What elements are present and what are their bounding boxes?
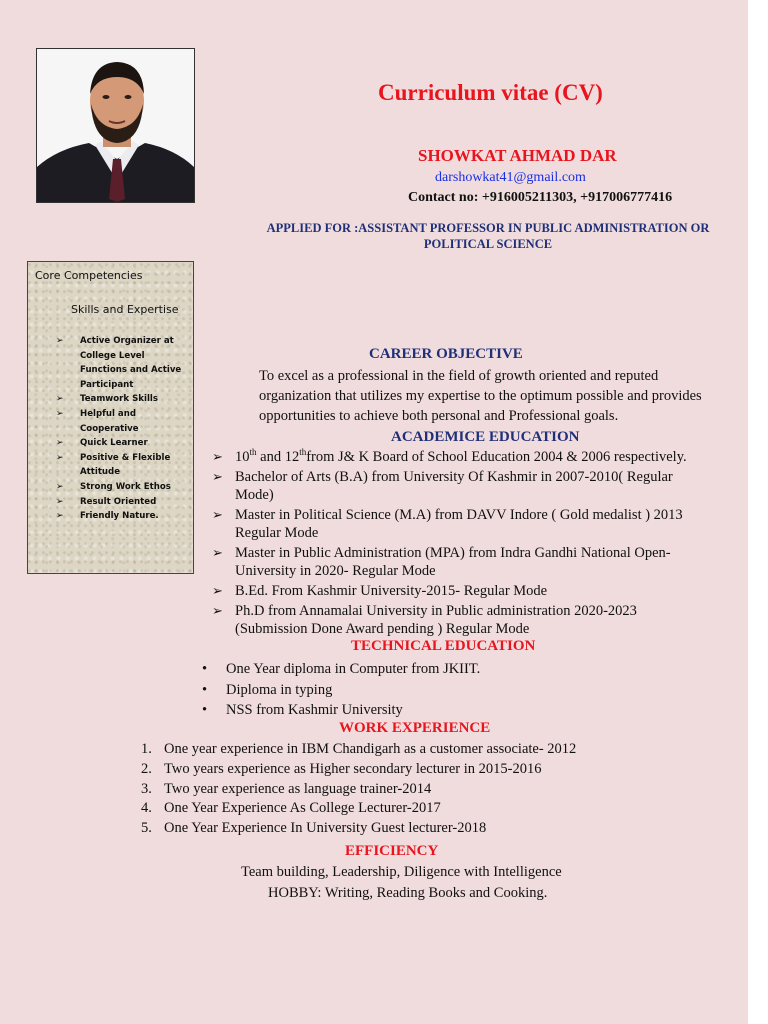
efficiency-heading: EFFICIENCY: [345, 843, 439, 859]
list-item: ➢ Result Oriented: [56, 495, 191, 510]
list-item: • Diploma in typing: [202, 680, 602, 701]
candidate-name: SHOWKAT AHMAD DAR: [418, 146, 617, 165]
list-item: 1. One year experience in IBM Chandigarh as a customer associate- 2012: [141, 741, 577, 757]
list-item: ➢ Positive & Flexible Attitude: [56, 452, 171, 478]
person-portrait-icon: [37, 49, 194, 202]
core-competencies-box: [27, 261, 194, 574]
list-item: 2. Two years experience as Higher secondary lecturer in 2015-2016: [141, 760, 542, 777]
list-item: ➢ Active Organizer at College Level Functions and Active Participant: [56, 336, 182, 390]
list-item: • NSS from Kashmir University: [202, 700, 602, 721]
arrow-bullet-icon: ➢: [56, 452, 64, 463]
technical-education-list: [202, 659, 602, 721]
technical-education-heading: TECHNICAL EDUCATION: [351, 638, 536, 654]
list-item: ➢ Teamwork Skills: [56, 392, 191, 407]
bullet-dot-icon: •: [202, 702, 208, 718]
list-item: ➢ Strong Work Ethos: [56, 480, 191, 495]
work-experience-list: [141, 740, 661, 839]
bullet-dot-icon: •: [202, 661, 208, 677]
arrow-bullet-icon: ➢: [212, 583, 223, 598]
list-item: • One Year diploma in Computer from JKIIT.: [202, 659, 602, 680]
arrow-bullet-icon: ➢: [56, 394, 64, 405]
arrow-bullet-icon: ➢: [56, 481, 64, 492]
hobby-text: HOBBY: Writing, Reading Books and Cooking.: [268, 885, 548, 901]
core-title: Core Competencies: [35, 269, 143, 282]
bullet-dot-icon: •: [202, 681, 208, 698]
arrow-bullet-icon: ➢: [56, 408, 64, 419]
arrow-bullet-icon: ➢: [56, 336, 64, 346]
arrow-bullet-icon: ➢: [212, 545, 223, 560]
career-objective-text: To excel as a professional in the field of growth oriented and reputed organization that utilizes my expertise to the optimum possible and provides opportunities to achieve both personal and Professional goals.: [259, 368, 702, 424]
list-item: ➢ Helpful and Cooperative: [56, 408, 139, 434]
arrow-bullet-icon: ➢: [212, 449, 223, 464]
list-item: ➢ Friendly Nature.: [56, 509, 191, 524]
applied-for-line-1: APPLIED FOR :ASSISTANT PROFESSOR IN PUBLIC ADMINISTRATION OR: [266, 221, 710, 235]
email-link[interactable]: darshowkat41@gmail.com: [435, 170, 586, 185]
list-item: 5. One Year Experience In University Guest lecturer-2018: [141, 820, 487, 837]
list-item: ➢ Master in Political Science (M.A) from DAVV Indore ( Gold medalist ) 2013 Regular Mode: [212, 507, 683, 541]
efficiency-text: Team building, Leadership, Diligence with Intelligence: [241, 864, 562, 880]
arrow-bullet-icon: ➢: [56, 438, 64, 449]
cv-title: Curriculum vitae (CV): [378, 80, 603, 105]
applied-for-line-2: POLITICAL SCIENCE: [423, 237, 553, 251]
list-item: 4. One Year Experience As College Lecturer-2017: [141, 800, 441, 817]
career-objective-heading: CAREER OBJECTIVE: [369, 346, 523, 362]
core-skills-list: [56, 334, 191, 524]
arrow-bullet-icon: ➢: [212, 603, 223, 618]
applied-for: [258, 220, 718, 252]
work-experience-heading: WORK EXPERIENCE: [339, 720, 491, 736]
list-item: ➢ B.Ed. From Kashmir University-2015- Regular Mode: [212, 583, 548, 599]
arrow-bullet-icon: ➢: [212, 469, 223, 484]
academic-education-list: [212, 448, 712, 640]
arrow-bullet-icon: ➢: [212, 507, 223, 522]
list-item: 3. Two year experience as language trainer-2014: [141, 780, 432, 797]
list-item: ➢ Bachelor of Arts (B.A) from University Of Kashmir in 2007-2010( Regular Mode): [212, 469, 673, 503]
list-item: ➢ Ph.D from Annamalai University in Public administration 2020-2023 (Submission Done Award pending ) Regular Mode: [212, 603, 637, 637]
list-item: ➢ 10th and 12thfrom J& K Board of School Education 2004 & 2006 respectively.: [212, 447, 687, 465]
arrow-bullet-icon: ➢: [56, 496, 64, 507]
list-item: ➢ Quick Learner: [56, 436, 191, 451]
contact-numbers: Contact no: +916005211303, +917006777416: [408, 190, 673, 205]
arrow-bullet-icon: ➢: [56, 511, 64, 522]
profile-photo: [36, 48, 195, 203]
list-item: ➢ Master in Public Administration (MPA) from Indra Gandhi National Open-University in 2020- Regular Mode: [212, 545, 671, 579]
core-subtitle: Skills and Expertise: [71, 303, 179, 316]
academic-education-heading: ACADEMICE EDUCATION: [391, 429, 580, 445]
